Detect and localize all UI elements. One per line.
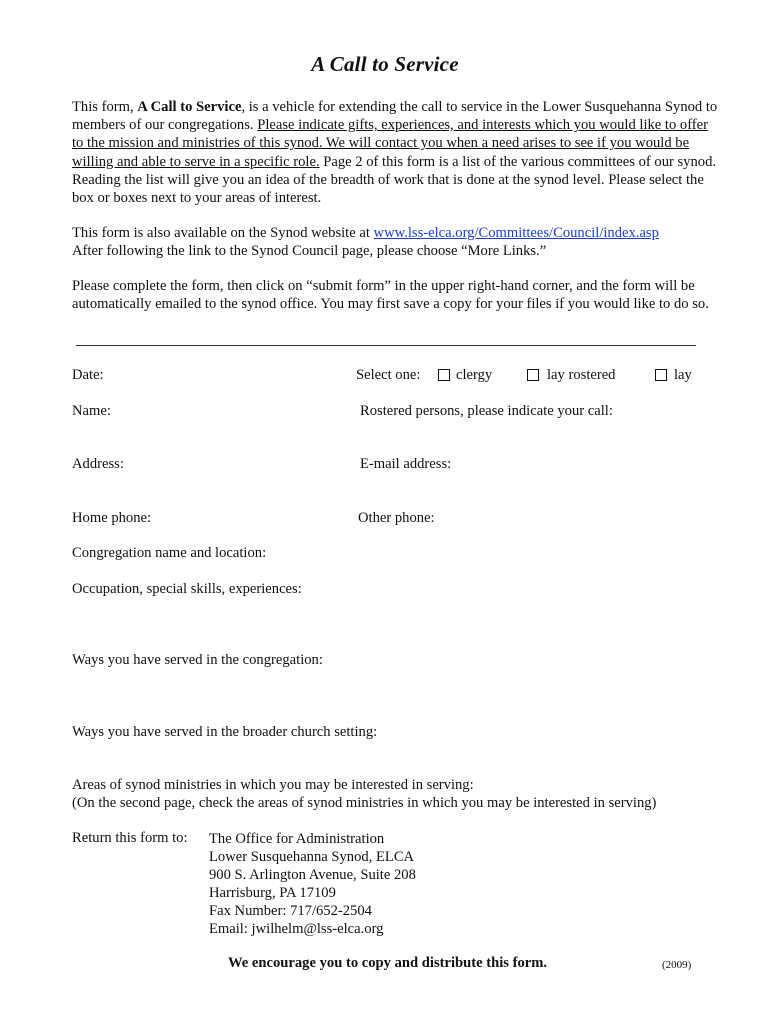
lay-rostered-checkbox[interactable] <box>527 369 539 381</box>
page-title: A Call to Service <box>311 52 459 76</box>
address-label: Address: <box>72 456 124 472</box>
instructions-paragraph: Please complete the form, then click on “submit form” in the upper right-hand corner, and the form will be automatically emailed to the synod office. You may first save a copy for your files if you would like to do so. <box>72 278 709 313</box>
intro-text-5: Page 2 of this form is a list of the various committees of our synod. Reading the list will give you an idea of the breadth of work that is done at the synod level. Please select the box or boxes next to your areas of interest. <box>72 153 717 207</box>
return-line: Lower Susquehanna Synod, ELCA <box>209 849 415 865</box>
congregation-label: Congregation name and location: <box>72 545 267 561</box>
intro-underlined-text: Please indicate gifts, experiences, and interests which you would like to offer to the mission and ministries of this synod. We will contact you when a need arises to see if you would be willing and able to serve in a specific role. <box>72 117 709 170</box>
clergy-checkbox[interactable] <box>438 369 450 381</box>
name-label: Name: <box>72 403 111 419</box>
return-line: Harrisburg, PA 17109 <box>209 885 336 901</box>
website-instructions: After following the link to the Synod Council page, please choose “More Links.” <box>72 243 547 260</box>
revision-year: (2009) <box>662 959 692 971</box>
intro-paragraph <box>72 98 722 207</box>
date-label: Date: <box>72 367 104 383</box>
select-one-label: Select one: <box>356 367 421 383</box>
other-phone-label: Other phone: <box>358 510 435 526</box>
rostered-call-label: Rostered persons, please indicate your call: <box>360 403 613 419</box>
lay-checkbox[interactable] <box>655 369 667 381</box>
email-label: E-mail address: <box>360 456 452 472</box>
occupation-label: Occupation, special skills, experiences: <box>72 581 302 597</box>
served-broader-label: Ways you have served in the broader church setting: <box>72 724 378 740</box>
intro-text-1: This form, <box>72 99 138 115</box>
lay-rostered-label: lay rostered <box>547 367 616 383</box>
intro-form-name: A Call to Service <box>137 99 242 115</box>
divider <box>76 345 696 346</box>
website-paragraph <box>72 224 722 260</box>
footer-note: We encourage you to copy and distribute this form. <box>228 955 548 971</box>
areas-label: Areas of synod ministries in which you may be interested in serving: <box>72 777 474 793</box>
website-link[interactable]: www.lss-elca.org/Committees/Council/index.asp <box>373 225 659 241</box>
return-address <box>209 830 416 938</box>
return-line: 900 S. Arlington Avenue, Suite 208 <box>209 867 416 883</box>
website-text: This form is also available on the Synod website at <box>72 225 374 241</box>
areas-note: (On the second page, check the areas of synod ministries in which you may be interested in serving) <box>72 795 657 811</box>
return-line: The Office for Administration <box>209 831 385 847</box>
return-label: Return this form to: <box>72 830 188 846</box>
lay-label: lay <box>674 367 692 383</box>
home-phone-label: Home phone: <box>72 510 152 526</box>
return-line: Fax Number: 717/652-2504 <box>209 903 372 919</box>
return-line: Email: jwilhelm@lss-elca.org <box>209 921 384 937</box>
clergy-label: clergy <box>456 367 493 383</box>
served-congregation-label: Ways you have served in the congregation: <box>72 652 323 668</box>
intro-text-3: , is a vehicle for extending the call to service in the Lower Susquehanna Synod to members of our congregations. <box>72 99 718 134</box>
